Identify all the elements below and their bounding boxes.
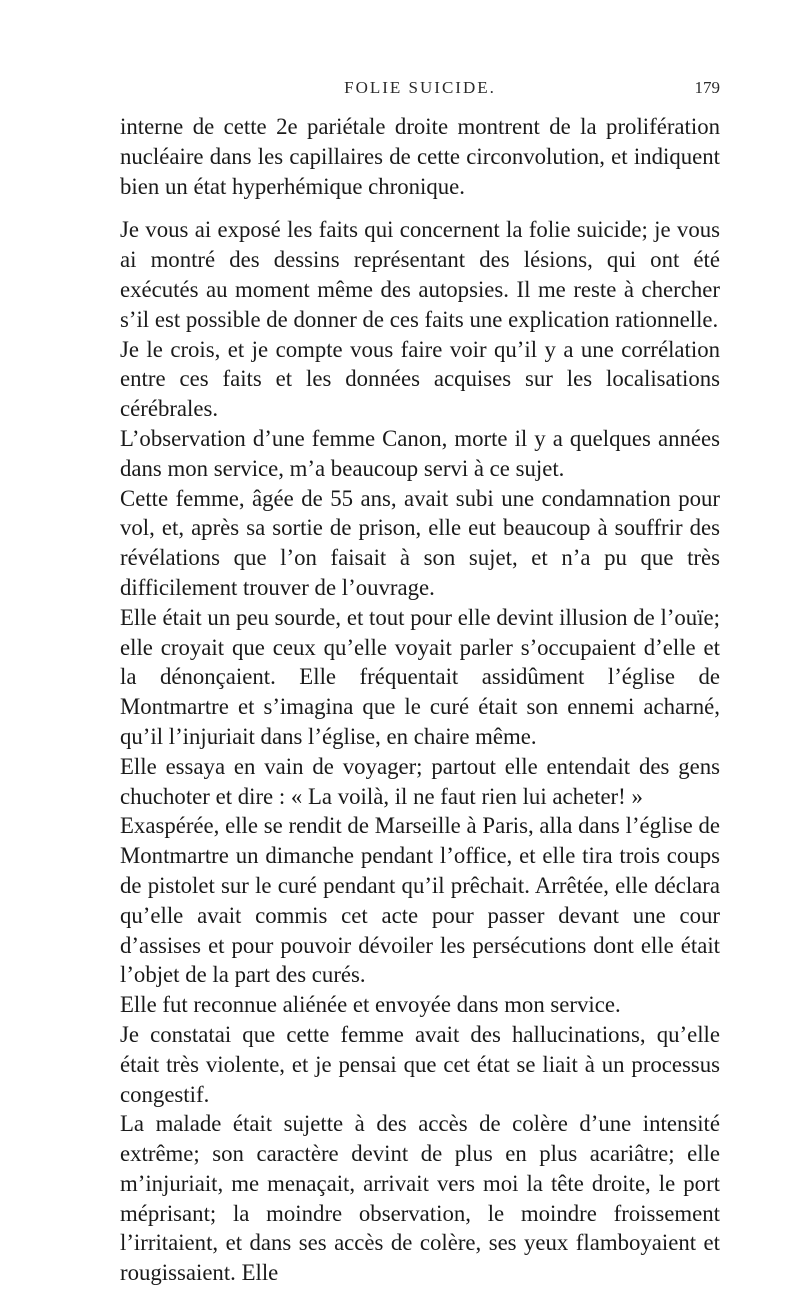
paragraph: Elle fut reconnue aliénée et envoyée dans mon service.: [120, 992, 621, 1018]
body-text: [120, 112, 720, 1288]
paragraph: Je constatai que cette femme avait des hallucinations, qu’elle était très violente, et je pensai que cet état se liait à un processus congestif.: [120, 1021, 720, 1107]
paragraph: Exaspérée, elle se rendit de Marseille à Paris, alla dans l’église de Montmartre un dimanche pendant l’office, et elle tira trois coups de pistolet sur le curé pendant qu’il prêchait. Arrêtée, elle déclara qu’elle avait commis cet acte pour passer devant une cour d’assises et pour pouvoir dévoiler les persécutions dont elle était l’objet de la part des curés.: [120, 813, 720, 988]
paragraph: La malade était sujette à des accès de colère d’une intensité extrême; son caractère devint de plus en plus acariâtre; elle m’injuriait, me menaçait, arrivait vers moi la tête droite, le port méprisant; la moindre observation, le moindre froissement l’irritaient, et dans ses accès de colère, ses yeux flamboyaient et rougissaient. Elle: [120, 1111, 720, 1286]
paragraph: Cette femme, âgée de 55 ans, avait subi une condamnation pour vol, et, après sa sortie de prison, elle eut beaucoup à souffrir des révélations que l’on faisait à son sujet, et n’a pu que très difficilement trouver de l’ouvrage.: [120, 485, 720, 600]
running-head: [120, 78, 720, 102]
paragraph: Je vous ai exposé les faits qui concernent la folie suicide; je vous ai montré des dessins représentant des lésions, qui ont été exécutés au moment même des autopsies. Il me reste à chercher s’il est possible de donner de ces faits une explication rationnelle.: [120, 217, 720, 332]
page-number: 179: [694, 78, 720, 97]
running-title: FOLIE SUICIDE.: [344, 78, 496, 97]
paragraph: Je le crois, et je compte vous faire voir qu’il y a une corrélation entre ces faits et les données acquises sur les localisations cérébrales.: [120, 336, 720, 422]
paragraph: Elle était un peu sourde, et tout pour elle devint illusion de l’ouïe; elle croyait que ceux qu’elle voyait parler s’occupaient d’elle et la dénonçaient. Elle fréquentait assidûment l’église de Montmartre et s’imagina que le curé était son ennemi acharné, qu’il l’injuriait dans l’église, en chaire même.: [120, 604, 720, 749]
paragraph: interne de cette 2e pariétale droite montrent de la prolifération nucléaire dans les capillaires de cette circonvolution, et indiquent bien un état hyperhémique chronique.: [120, 114, 720, 199]
paragraph: L’observation d’une femme Canon, morte il y a quelques années dans mon service, m’a beaucoup servi à ce sujet.: [120, 425, 720, 481]
paragraph: Elle essaya en vain de voyager; partout elle entendait des gens chuchoter et dire : « La voilà, il ne faut rien lui acheter! »: [120, 753, 720, 809]
